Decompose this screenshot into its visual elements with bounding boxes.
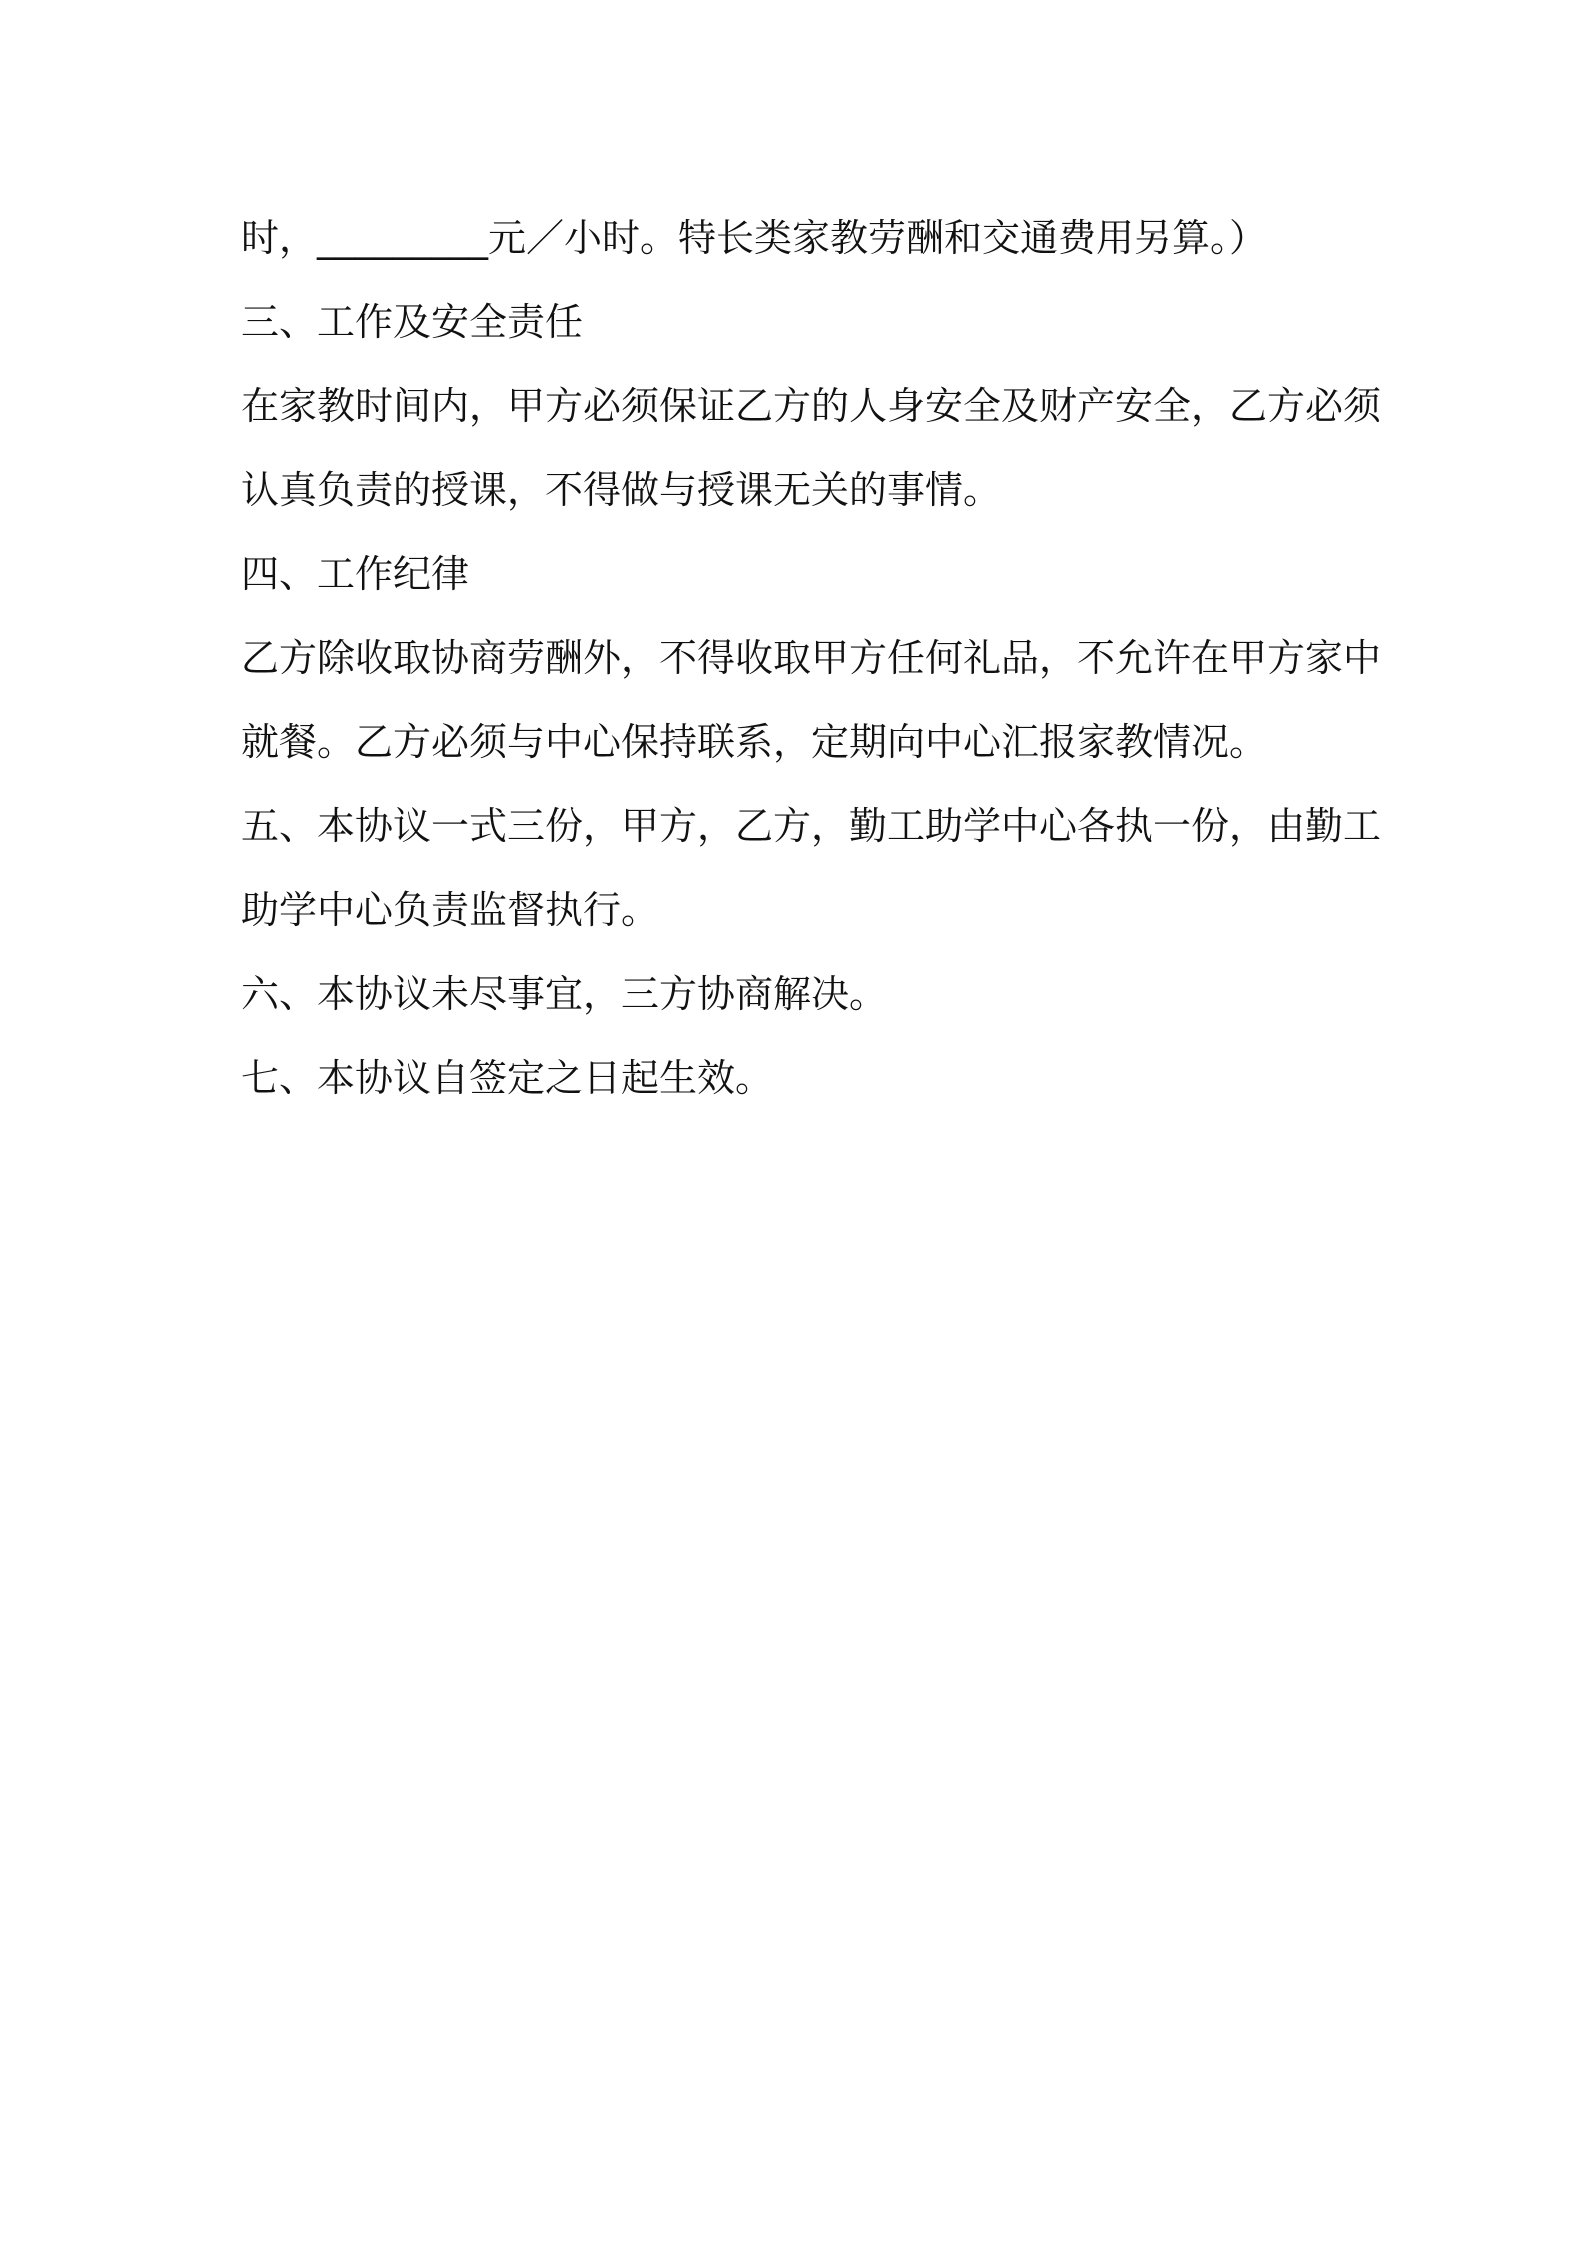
clause-5-line-1 [241,784,1382,868]
paragraph-line-4: 认真负责的授课，不得做与授课无关的事情。 [241,468,1002,512]
section-heading-3: 三、工作及安全责任 [241,300,584,344]
clause-5-line-2: 助学中心负责监督执行。 [241,888,660,932]
section-heading-4: 四、工作纪律 [241,552,470,596]
clause-7-line: 七、本协议自签定之日起生效。 [241,1056,774,1100]
paragraph-line-3: 在家教时间内，甲方必须保证乙方的人身安全及财产安全，乙方必须 [241,384,1382,428]
clause-5-numeral: 五、 [241,804,318,848]
paragraph-line-6: 乙方除收取协商劳酬外，不得收取甲方任何礼品，不允许在甲方家中 [241,636,1382,680]
clause-6-text: 本协议未尽事宜，三方协商解决。 [317,972,888,1016]
clause-6-line [241,952,1351,1036]
paragraph-line-1: 时，_________元／小时。特长类家教劳酬和交通费用另算。） [241,216,1268,260]
document-body [241,196,1382,1120]
clause-6-numeral: 六、 [241,972,318,1016]
clause-5-text: 本协议一式三份，甲方，乙方，勤工助学中心各执一份，由勤工 [317,804,1382,848]
paragraph-line-7: 就餐。乙方必须与中心保持联系，定期向中心汇报家教情况。 [241,720,1268,764]
